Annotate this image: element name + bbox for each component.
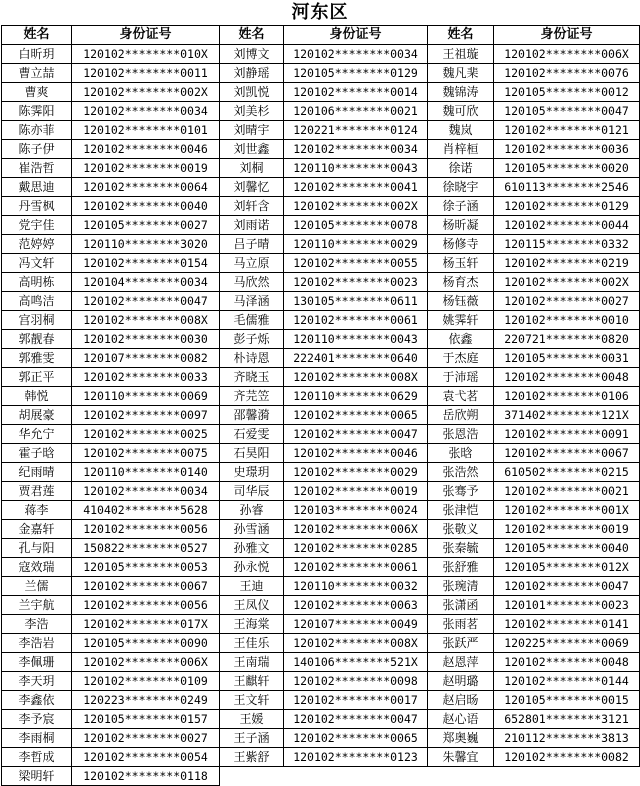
name-cell: 杨玉轩	[428, 254, 494, 273]
table-row	[2, 748, 640, 767]
name-cell: 寇效瑞	[2, 558, 72, 577]
table-row	[2, 710, 640, 729]
column-header-id: 身份证号	[72, 26, 220, 45]
name-cell: 华允宁	[2, 425, 72, 444]
id-number-cell: 120102********0046	[284, 444, 428, 463]
name-cell: 赵恩萍	[428, 653, 494, 672]
column-header-name: 姓名	[428, 26, 494, 45]
id-number-cell: 120102********010X	[72, 45, 220, 64]
id-number-cell: 120102********0010	[494, 311, 640, 330]
id-number-cell: 120102********008X	[284, 368, 428, 387]
id-number-cell: 222401********0640	[284, 349, 428, 368]
id-number-cell: 120102********0019	[72, 159, 220, 178]
id-number-cell: 120107********0049	[284, 615, 428, 634]
id-number-cell: 371402********121X	[494, 406, 640, 425]
name-cell: 刘静瑶	[220, 64, 284, 83]
table-row	[2, 197, 640, 216]
name-cell: 李浩岩	[2, 634, 72, 653]
id-number-cell: 120101********0023	[494, 596, 640, 615]
table-row	[2, 330, 640, 349]
name-cell: 张津恺	[428, 501, 494, 520]
name-cell: 王南瑞	[220, 653, 284, 672]
id-number-cell: 120102********0065	[284, 729, 428, 748]
name-cell: 杨修寺	[428, 235, 494, 254]
name-cell: 齐芫笠	[220, 387, 284, 406]
id-number-cell: 120102********0061	[284, 558, 428, 577]
table-row	[2, 121, 640, 140]
id-number-cell: 120105********0040	[494, 539, 640, 558]
id-number-cell: 120102********008X	[72, 311, 220, 330]
name-cell: 纪雨晴	[2, 463, 72, 482]
table-row	[2, 615, 640, 634]
id-number-cell: 150822********0527	[72, 539, 220, 558]
table-row	[2, 539, 640, 558]
table-row	[2, 482, 640, 501]
id-number-cell: 120102********002X	[72, 83, 220, 102]
id-number-cell: 120102********002X	[284, 197, 428, 216]
table-row	[2, 653, 640, 672]
name-cell: 朱馨宜	[428, 748, 494, 767]
name-cell: 姚霁轩	[428, 311, 494, 330]
name-cell: 王文轩	[220, 691, 284, 710]
name-cell: 王佳乐	[220, 634, 284, 653]
id-number-cell: 120102********0106	[494, 387, 640, 406]
id-number-cell: 120102********006X	[284, 520, 428, 539]
empty-cell	[284, 767, 428, 786]
name-cell: 张跃严	[428, 634, 494, 653]
id-number-cell: 210112********3813	[494, 729, 640, 748]
id-number-cell: 120102********008X	[284, 634, 428, 653]
name-cell: 霍子晗	[2, 444, 72, 463]
table-row	[2, 273, 640, 292]
name-cell: 戴思迪	[2, 178, 72, 197]
id-number-cell: 120102********0036	[494, 140, 640, 159]
name-cell: 郑奥巍	[428, 729, 494, 748]
id-number-cell: 120105********0078	[284, 216, 428, 235]
table-row	[2, 368, 640, 387]
id-number-cell: 120102********0019	[284, 482, 428, 501]
id-number-cell: 410402********5628	[72, 501, 220, 520]
id-number-cell: 120110********0029	[284, 235, 428, 254]
name-cell: 于杰庭	[428, 349, 494, 368]
id-number-cell: 120102********0063	[284, 596, 428, 615]
name-cell: 刘晴宇	[220, 121, 284, 140]
name-cell: 朴诗恩	[220, 349, 284, 368]
id-number-cell: 120110********0043	[284, 330, 428, 349]
table-row	[2, 729, 640, 748]
id-number-cell: 120110********0069	[72, 387, 220, 406]
name-cell: 魏可欣	[428, 102, 494, 121]
id-number-cell: 120102********0055	[284, 254, 428, 273]
table-row	[2, 45, 640, 64]
table-row	[2, 387, 640, 406]
name-cell: 史璟玥	[220, 463, 284, 482]
id-number-cell: 120102********0054	[72, 748, 220, 767]
id-number-cell: 120221********0124	[284, 121, 428, 140]
id-number-cell: 120102********0075	[72, 444, 220, 463]
name-cell: 张晗	[428, 444, 494, 463]
id-number-cell: 120102********0065	[284, 406, 428, 425]
id-number-cell: 120102********0121	[494, 121, 640, 140]
id-number-cell: 120105********0090	[72, 634, 220, 653]
name-cell: 孙雅文	[220, 539, 284, 558]
id-number-cell: 120102********0046	[72, 140, 220, 159]
name-cell: 司华辰	[220, 482, 284, 501]
table-row	[2, 634, 640, 653]
name-cell: 赵心语	[428, 710, 494, 729]
id-number-cell: 120102********0017	[284, 691, 428, 710]
table-row	[2, 235, 640, 254]
district-title: 河东区	[291, 2, 349, 23]
name-cell: 丹雪枫	[2, 197, 72, 216]
name-cell: 徐晓宇	[428, 178, 494, 197]
id-number-cell: 120102********0123	[284, 748, 428, 767]
id-number-cell: 120105********012X	[494, 558, 640, 577]
table-row	[2, 767, 640, 786]
name-cell: 石爱雯	[220, 425, 284, 444]
name-cell: 刘轩含	[220, 197, 284, 216]
id-number-cell: 120102********0098	[284, 672, 428, 691]
id-number-cell: 120102********0064	[72, 178, 220, 197]
id-number-cell: 120102********0027	[72, 729, 220, 748]
id-number-cell: 610502********0215	[494, 463, 640, 482]
id-number-cell: 120102********0067	[72, 577, 220, 596]
id-number-cell: 610113********2546	[494, 178, 640, 197]
name-cell: 张雨茗	[428, 615, 494, 634]
name-cell: 王迪	[220, 577, 284, 596]
empty-cell	[220, 767, 284, 786]
id-number-cell: 120102********0047	[284, 425, 428, 444]
name-cell: 张琬清	[428, 577, 494, 596]
id-number-cell: 120102********0034	[284, 140, 428, 159]
name-cell: 高鸣洁	[2, 292, 72, 311]
id-number-cell: 120102********0118	[72, 767, 220, 786]
name-cell: 徐诺	[428, 159, 494, 178]
name-cell: 李予宸	[2, 710, 72, 729]
name-cell: 李雨桐	[2, 729, 72, 748]
name-cell: 王紫舒	[220, 748, 284, 767]
id-number-cell: 652801********3121	[494, 710, 640, 729]
column-header-id: 身份证号	[494, 26, 640, 45]
name-cell: 刘博文	[220, 45, 284, 64]
id-number-cell: 120102********0029	[284, 463, 428, 482]
id-number-cell: 120106********0021	[284, 102, 428, 121]
name-cell: 刘美杉	[220, 102, 284, 121]
name-cell: 冯文轩	[2, 254, 72, 273]
id-number-cell: 120102********0076	[494, 64, 640, 83]
id-number-cell: 120102********006X	[72, 653, 220, 672]
id-number-cell: 120102********0285	[284, 539, 428, 558]
id-number-cell: 120105********0053	[72, 558, 220, 577]
id-number-cell: 120110********0032	[284, 577, 428, 596]
id-number-cell: 120103********0024	[284, 501, 428, 520]
name-cell: 孙雪涵	[220, 520, 284, 539]
id-number-cell: 120102********0129	[494, 197, 640, 216]
table-row	[2, 444, 640, 463]
name-cell: 党宇佳	[2, 216, 72, 235]
id-number-cell: 120102********0011	[72, 64, 220, 83]
name-cell: 张浩然	[428, 463, 494, 482]
empty-cell	[428, 767, 494, 786]
id-number-cell: 120102********002X	[494, 273, 640, 292]
name-cell: 赵明璐	[428, 672, 494, 691]
name-cell: 刘馨忆	[220, 178, 284, 197]
id-number-cell: 120115********0332	[494, 235, 640, 254]
id-number-cell: 140106********521X	[284, 653, 428, 672]
name-cell: 张敬义	[428, 520, 494, 539]
name-cell: 肖梓桓	[428, 140, 494, 159]
id-number-cell: 120102********0047	[72, 292, 220, 311]
name-cell: 宫羽桐	[2, 311, 72, 330]
name-cell: 魏锦涛	[428, 83, 494, 102]
id-number-cell: 120102********0034	[72, 482, 220, 501]
name-cell: 高明栋	[2, 273, 72, 292]
id-number-cell: 120105********0129	[284, 64, 428, 83]
id-number-cell: 120102********0091	[494, 425, 640, 444]
table-row	[2, 216, 640, 235]
id-number-cell: 120102********0041	[284, 178, 428, 197]
id-number-cell: 120102********0034	[72, 102, 220, 121]
name-cell: 刘雨诺	[220, 216, 284, 235]
empty-cell	[494, 767, 640, 786]
name-cell: 陈霁阳	[2, 102, 72, 121]
name-cell: 王海棠	[220, 615, 284, 634]
id-number-cell: 120110********0043	[284, 159, 428, 178]
name-cell: 兰儒	[2, 577, 72, 596]
table-row	[2, 672, 640, 691]
table-row	[2, 349, 640, 368]
id-number-cell: 120102********0023	[284, 273, 428, 292]
name-cell: 刘桐	[220, 159, 284, 178]
id-number-cell: 120102********0027	[494, 292, 640, 311]
name-cell: 齐晓玉	[220, 368, 284, 387]
column-header-name: 姓名	[220, 26, 284, 45]
id-number-cell: 120102********0067	[494, 444, 640, 463]
id-number-cell: 120102********0034	[284, 45, 428, 64]
table-row	[2, 159, 640, 178]
table-row	[2, 83, 640, 102]
id-number-cell: 120102********0101	[72, 121, 220, 140]
name-cell: 吕子晴	[220, 235, 284, 254]
name-cell: 金嘉轩	[2, 520, 72, 539]
id-number-cell: 120104********0034	[72, 273, 220, 292]
name-cell: 陈子伊	[2, 140, 72, 159]
name-cell: 王麒轩	[220, 672, 284, 691]
id-number-cell: 120102********0056	[72, 520, 220, 539]
name-cell: 郭雅雯	[2, 349, 72, 368]
id-number-cell: 120102********0021	[494, 482, 640, 501]
table-row	[2, 596, 640, 615]
table-row	[2, 520, 640, 539]
table-row	[2, 691, 640, 710]
name-cell: 王媛	[220, 710, 284, 729]
name-cell: 杨育杰	[428, 273, 494, 292]
name-cell: 徐子涵	[428, 197, 494, 216]
name-cell: 梁明轩	[2, 767, 72, 786]
id-number-cell: 120102********0082	[494, 748, 640, 767]
name-cell: 刘世鑫	[220, 140, 284, 159]
name-cell: 王祖璇	[428, 45, 494, 64]
table-row	[2, 501, 640, 520]
id-number-cell: 120102********0109	[72, 672, 220, 691]
id-number-cell: 120102********0033	[72, 368, 220, 387]
name-cell: 彭子烁	[220, 330, 284, 349]
name-cell: 袁弋茗	[428, 387, 494, 406]
id-number-cell: 120102********0025	[72, 425, 220, 444]
name-cell: 蒋李	[2, 501, 72, 520]
name-cell: 韩悦	[2, 387, 72, 406]
id-number-cell: 120102********0154	[72, 254, 220, 273]
name-cell: 马欣然	[220, 273, 284, 292]
table-row	[2, 292, 640, 311]
table-row	[2, 577, 640, 596]
id-number-cell: 120102********0040	[72, 197, 220, 216]
id-number-cell: 120105********0015	[494, 691, 640, 710]
table-body	[2, 45, 640, 786]
name-cell: 石昊阳	[220, 444, 284, 463]
id-number-cell: 220721********0820	[494, 330, 640, 349]
name-cell: 范婷婷	[2, 235, 72, 254]
table-row	[2, 311, 640, 330]
id-number-cell: 120105********0031	[494, 349, 640, 368]
name-cell: 马立原	[220, 254, 284, 273]
name-cell: 李天玥	[2, 672, 72, 691]
id-number-cell: 120105********0027	[72, 216, 220, 235]
table-row	[2, 140, 640, 159]
name-cell: 曹立喆	[2, 64, 72, 83]
id-number-cell: 120102********0056	[72, 596, 220, 615]
name-cell: 邵馨漪	[220, 406, 284, 425]
table-row	[2, 254, 640, 273]
id-number-cell: 120102********0030	[72, 330, 220, 349]
name-cell: 崔浩哲	[2, 159, 72, 178]
name-cell: 李佩珊	[2, 653, 72, 672]
name-cell: 李哲成	[2, 748, 72, 767]
id-number-cell: 120102********001X	[494, 501, 640, 520]
name-cell: 陈亦菲	[2, 121, 72, 140]
table-row	[2, 406, 640, 425]
id-number-cell: 120102********0048	[494, 653, 640, 672]
name-cell: 杨钰薇	[428, 292, 494, 311]
name-cell: 张潇函	[428, 596, 494, 615]
name-cell: 贾君莲	[2, 482, 72, 501]
name-cell: 刘凯悦	[220, 83, 284, 102]
id-number-cell: 120102********0019	[494, 520, 640, 539]
name-cell: 白昕玥	[2, 45, 72, 64]
name-cell: 郭正平	[2, 368, 72, 387]
name-cell: 孙睿	[220, 501, 284, 520]
table-row	[2, 463, 640, 482]
id-number-cell: 120223********0249	[72, 691, 220, 710]
name-cell: 胡展豪	[2, 406, 72, 425]
id-number-cell: 120102********017X	[72, 615, 220, 634]
name-cell: 孙永悦	[220, 558, 284, 577]
name-cell: 王子涵	[220, 729, 284, 748]
name-cell: 依鑫	[428, 330, 494, 349]
id-number-cell: 120105********0047	[494, 102, 640, 121]
name-cell: 于沛瑶	[428, 368, 494, 387]
table-row	[2, 102, 640, 121]
name-cell: 曹爽	[2, 83, 72, 102]
name-cell: 赵启旸	[428, 691, 494, 710]
name-cell: 马泽涵	[220, 292, 284, 311]
id-number-cell: 120102********0014	[284, 83, 428, 102]
id-number-cell: 120110********0140	[72, 463, 220, 482]
table-row	[2, 558, 640, 577]
id-number-cell: 120110********0629	[284, 387, 428, 406]
name-cell: 张骞予	[428, 482, 494, 501]
name-cell: 岳欣朔	[428, 406, 494, 425]
name-cell: 张秦毓	[428, 539, 494, 558]
name-cell: 魏岚	[428, 121, 494, 140]
id-number-cell: 120105********0157	[72, 710, 220, 729]
name-cell: 李浩	[2, 615, 72, 634]
id-number-cell: 120105********0012	[494, 83, 640, 102]
id-number-cell: 120225********0069	[494, 634, 640, 653]
name-cell: 孔与阳	[2, 539, 72, 558]
id-number-cell: 120102********0097	[72, 406, 220, 425]
id-number-cell: 120102********006X	[494, 45, 640, 64]
id-number-cell: 120107********0082	[72, 349, 220, 368]
name-cell: 张舒雅	[428, 558, 494, 577]
id-number-cell: 120110********3020	[72, 235, 220, 254]
name-cell: 郭靓春	[2, 330, 72, 349]
name-cell: 杨昕凝	[428, 216, 494, 235]
name-cell: 魏凡棐	[428, 64, 494, 83]
name-cell: 兰宇航	[2, 596, 72, 615]
id-number-cell: 120105********0020	[494, 159, 640, 178]
id-number-cell: 120102********0047	[494, 577, 640, 596]
table-row	[2, 178, 640, 197]
name-cell: 李鑫依	[2, 691, 72, 710]
id-number-cell: 120102********0141	[494, 615, 640, 634]
table-header	[2, 26, 640, 45]
header-row	[2, 26, 640, 45]
id-number-cell: 120102********0044	[494, 216, 640, 235]
column-header-name: 姓名	[2, 26, 72, 45]
table-row	[2, 64, 640, 83]
table-row	[2, 425, 640, 444]
id-number-cell: 120102********0048	[494, 368, 640, 387]
id-number-cell: 130105********0611	[284, 292, 428, 311]
spreadsheet	[1, 0, 639, 786]
name-cell: 张恩浩	[428, 425, 494, 444]
name-cell: 毛儒雅	[220, 311, 284, 330]
id-number-cell: 120102********0061	[284, 311, 428, 330]
name-cell: 王凤仪	[220, 596, 284, 615]
id-number-cell: 120102********0144	[494, 672, 640, 691]
id-number-cell: 120102********0219	[494, 254, 640, 273]
student-id-table	[1, 25, 640, 786]
column-header-id: 身份证号	[284, 26, 428, 45]
id-number-cell: 120102********0047	[284, 710, 428, 729]
